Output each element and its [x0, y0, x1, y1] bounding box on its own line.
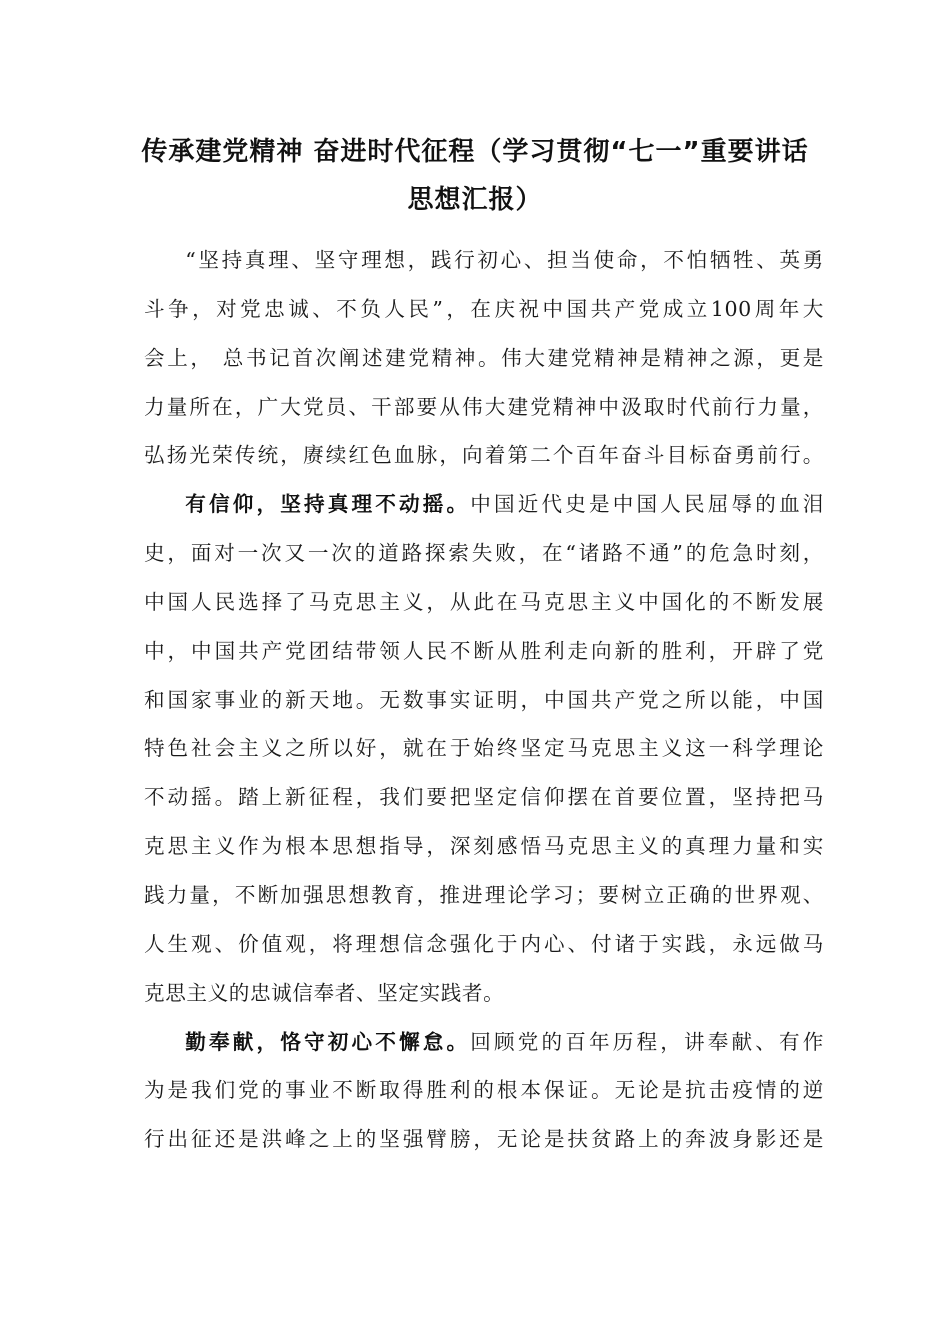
- paragraph-line: 不动摇。踏上新征程，我们要把坚定信仰摆在首要位置，坚持把马: [144, 785, 824, 810]
- paragraph-line: 克思主义的忠诚信奉者、坚定实践者。: [144, 980, 505, 1005]
- paragraph-1: [144, 236, 824, 480]
- paragraph-line: 史，面对一次又一次的道路探索失败，在“诸路不通”的危急时刻，: [144, 541, 824, 566]
- paragraph-line: 践力量，不断加强思想教育，推进理论学习；要树立正确的世界观、: [144, 882, 824, 907]
- paragraph-line: 斗争，对党忠诚、不负人民”，在庆祝中国共产党成立100周年大: [144, 296, 824, 321]
- paragraph-lead: 有信仰，坚持真理不动摇。: [185, 492, 471, 517]
- document-title-line-2: 思想汇报）: [407, 185, 543, 215]
- paragraph-first-rest: 回顾党的百年历程，讲奉献、有作: [470, 1029, 825, 1054]
- document-title-line-1: 传承建党精神 奋进时代征程（学习贯彻“七一”重要讲话: [141, 137, 809, 167]
- paragraph-line: 特色社会主义之所以好，就在于始终坚定马克思主义这一科学理论: [144, 736, 824, 761]
- paragraph-line: 行出征还是洪峰之上的坚强臂膀，无论是扶贫路上的奔波身影还是: [144, 1127, 824, 1152]
- paragraph-line: 中，中国共产党团结带领人民不断从胜利走向新的胜利，开辟了党: [144, 638, 824, 663]
- paragraph-line: 力量所在，广大党员、干部要从伟大建党精神中汲取时代前行力量，: [144, 394, 824, 419]
- paragraph-line: 和国家事业的新天地。无数事实证明，中国共产党之所以能，中国: [144, 687, 824, 712]
- paragraph-2: [144, 480, 824, 1017]
- paragraph-3: [144, 1018, 824, 1165]
- paragraph-line: “坚持真理、坚守理想，践行初心、担当使命，不怕牺牲、英勇: [185, 248, 824, 272]
- paragraph-first-line: [144, 480, 824, 529]
- paragraph-first-line: [144, 1018, 824, 1067]
- paragraph-lead: 勤奉献，恪守初心不懈怠。: [185, 1029, 471, 1054]
- paragraph-first-rest: 中国近代史是中国人民屈辱的血泪: [470, 492, 825, 517]
- paragraph-line: 中国人民选择了马克思主义，从此在马克思主义中国化的不断发展: [144, 589, 824, 614]
- paragraph-line: 人生观、价值观，将理想信念强化于内心、付诸于实践，永远做马: [144, 931, 824, 956]
- paragraph-line: 克思主义作为根本思想指导，深刻感悟马克思主义的真理力量和实: [144, 834, 824, 859]
- document-body: [144, 236, 824, 1164]
- paragraph-line: 会上， 总书记首次阐述建党精神。伟大建党精神是精神之源，更是: [144, 345, 824, 370]
- paragraph-line: 为是我们党的事业不断取得胜利的根本保证。无论是抗击疫情的逆: [144, 1078, 824, 1103]
- paragraph-line: 弘扬光荣传统，赓续红色血脉，向着第二个百年奋斗目标奋勇前行。: [144, 443, 824, 468]
